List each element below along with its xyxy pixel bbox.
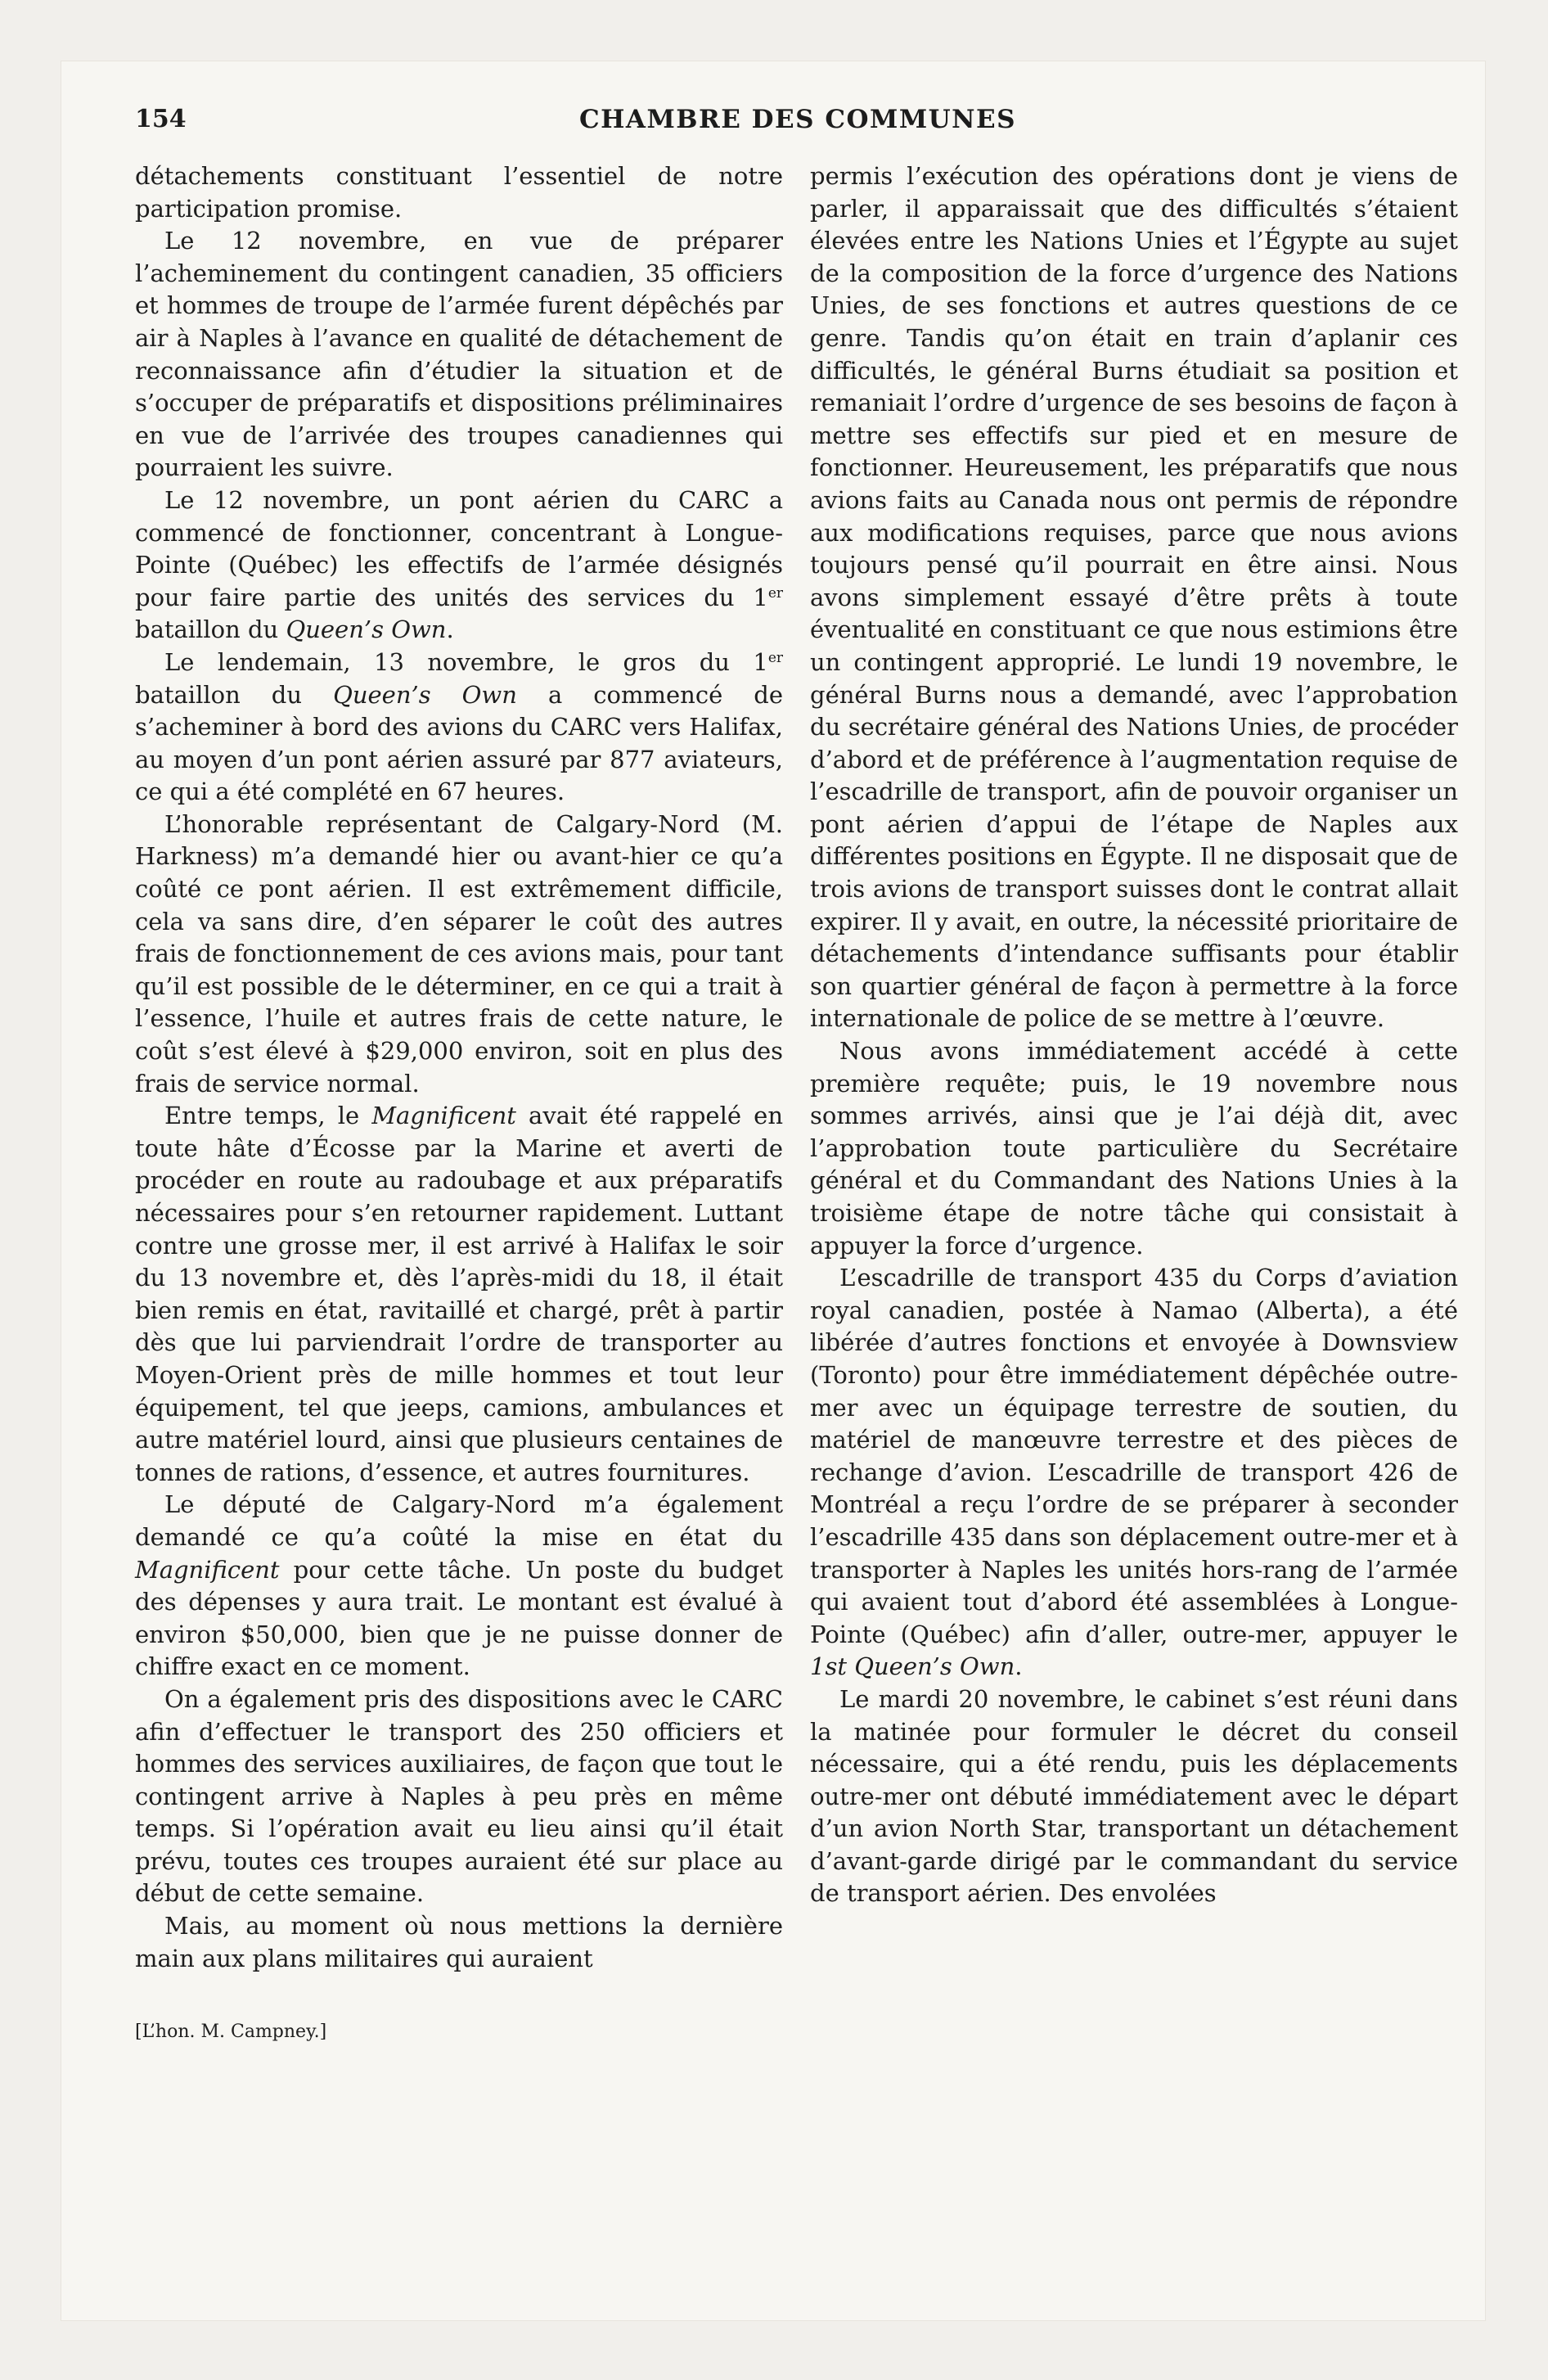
paragraph: Le 12 novembre, en vue de préparer l’acheminement du contingent canadien, 35 officiers et hommes de troupe de l’armée furent dépêchés par air à Naples à l’avance en qualité de détachement de reconnaissance afin d’étudier la situation et de s’occuper de préparatifs et dispositions préliminaires en vue de l’arrivée des troupes canadiennes qui pourraient les suivre. (135, 227, 783, 482)
page-header (135, 105, 1460, 146)
paragraph: détachements constituant l’essentiel de notre participation promise. (135, 162, 783, 223)
paragraph: Mais, au moment où nous mettions la dernière main aux plans militaires qui auraient (135, 1912, 783, 1972)
paragraph: On a également pris des dispositions avec le CARC afin d’effectuer le transport des 250 officiers et hommes des services auxiliaires, de façon que tout le contingent arrive à Naples à peu près en même temps. Si l’opération avait eu lieu ainsi qu’il était prévu, toutes ces troupes auraient été sur place au début de cette semaine. (135, 1684, 783, 1908)
paragraph: Entre temps, le Magnificent avait été rappelé en toute hâte d’Écosse par la Marine et averti de procéder en route au radoubage et aux préparatifs nécessaires pour s’en retourner rapidement. Luttant contre une grosse mer, il est arrivé à Halifax le soir du 13 novembre et, dès l’après-midi du 18, il était bien remis en état, ravitaillé et chargé, prêt à partir dès que lui parviendrait l’ordre de transporter au Moyen-Orient près de mille hommes et tout leur équipement, tel que jeeps, camions, ambulances et autre matériel lourd, ainsi que plusieurs centaines de tonnes de rations, d’essence, et autres fournitures. (135, 1102, 783, 1486)
left-column (135, 160, 783, 1975)
paragraph: Le député de Calgary-Nord m’a également demandé ce qu’a coûté la mise en état du Magnificent pour cette tâche. Un poste du budget des dépenses y aura trait. Le montant est évalué à environ $50,000, bien que je ne puisse donner de chiffre exact en ce moment. (135, 1490, 783, 1681)
paragraph: Nous avons immédiatement accédé à cette première requête; puis, le 19 novembre nous sommes arrivés, ainsi que je l’ai déjà dit, avec l’approbation toute particulière du Secrétaire général et du Commandant des Nations Unies à la troisième étape de notre tâche qui consistait à appuyer la force d’urgence. (810, 1037, 1458, 1260)
paragraph: Le 12 novembre, un pont aérien du CARC a commencé de fonctionner, concentrant à Longue-Pointe (Québec) les effectifs de l’armée désignés pour faire partie des unités des services du 1er bataillon du Queen’s Own. (135, 485, 783, 644)
running-title: CHAMBRE DES COMMUNES (578, 105, 1017, 134)
paragraph: permis l’exécution des opérations dont je viens de parler, il apparaissait que des difficultés s’étaient élevées entre les Nations Unies et l’Égypte au sujet de la composition de la force d’urgence des Nations Unies, de ses fonctions et autres questions de ce genre. Tandis qu’on était en train d’aplanir ces difficultés, le général Burns étudiait sa position et remaniait l’ordre d’urgence de ses besoins de façon à mettre ses effectifs sur pied et en mesure de fonctionner. Heureusement, les préparatifs que nous avions faits au Canada nous ont permis de répondre aux modifications requises, parce que nous avions toujours pensé qu’il pourrait en être ainsi. Nous avons simplement essayé d’être prêts à toute éventualité en constituant ce que nous estimions être un contingent approprié. Le lundi 19 novembre, le général Burns nous a demandé, avec l’approbation du secrétaire général des Nations Unies, de procéder d’abord et de préférence à l’augmentation requise de l’escadrille de transport, afin de pouvoir organiser un pont aérien d’appui de l’étape de Naples aux différentes positions en Égypte. Il ne disposait que de trois avions de transport suisses dont le contrat allait expirer. Il y avait, en outre, la nécessité prioritaire de détachements d’intendance suffisants pour établir son quartier général de façon à permettre à la force internationale de police de se mettre à l’œuvre. (810, 162, 1458, 1033)
right-column (810, 160, 1458, 1910)
paragraph: Le mardi 20 novembre, le cabinet s’est réuni dans la matinée pour formuler le décret du conseil nécessaire, qui a été rendu, puis les déplacements outre-mer ont débuté immédiatement avec le départ d’un avion North Star, transportant un détachement d’avant-garde dirigé par le commandant du service de transport aérien. Des envolées (810, 1684, 1458, 1908)
paragraph: Le lendemain, 13 novembre, le gros du 1er bataillon du Queen’s Own a commencé de s’acheminer à bord des avions du CARC vers Halifax, au moyen d’un pont aérien assuré par 877 aviateurs, ce qui a été complété en 67 heures. (135, 647, 783, 806)
paragraph: L’honorable représentant de Calgary-Nord (M. Harkness) m’a demandé hier ou avant-hier ce qu’a coûté ce pont aérien. Il est extrêmement difficile, cela va sans dire, d’en séparer le coût des autres frais de fonctionnement de ces avions mais, pour tant qu’il est possible de le déterminer, en ce qui a trait à l’essence, l’huile et autres frais de cette nature, le coût s’est élevé à $29,000 environ, soit en plus des frais de service normal. (135, 809, 783, 1098)
page-number: 154 (135, 105, 187, 133)
speaker-attribution: [L’hon. M. Campney.] (135, 2022, 327, 2042)
paragraph: L’escadrille de transport 435 du Corps d’aviation royal canadien, postée à Namao (Alberta), a été libérée d’autres fonctions et envoyée à Downsview (Toronto) pour être immédiatement dépêchée outre-mer avec un équipage terrestre de soutien, du matériel de manœuvre terrestre et des pièces de rechange d’avion. L’escadrille de transport 426 de Montréal a reçu l’ordre de se préparer à seconder l’escadrille 435 dans son déplacement outre-mer et à transporter à Naples les unités hors-rang de l’armée qui avaient tout d’abord été assemblées à Longue-Pointe (Québec) afin d’aller, outre-mer, appuyer le 1st Queen’s Own. (810, 1264, 1458, 1681)
